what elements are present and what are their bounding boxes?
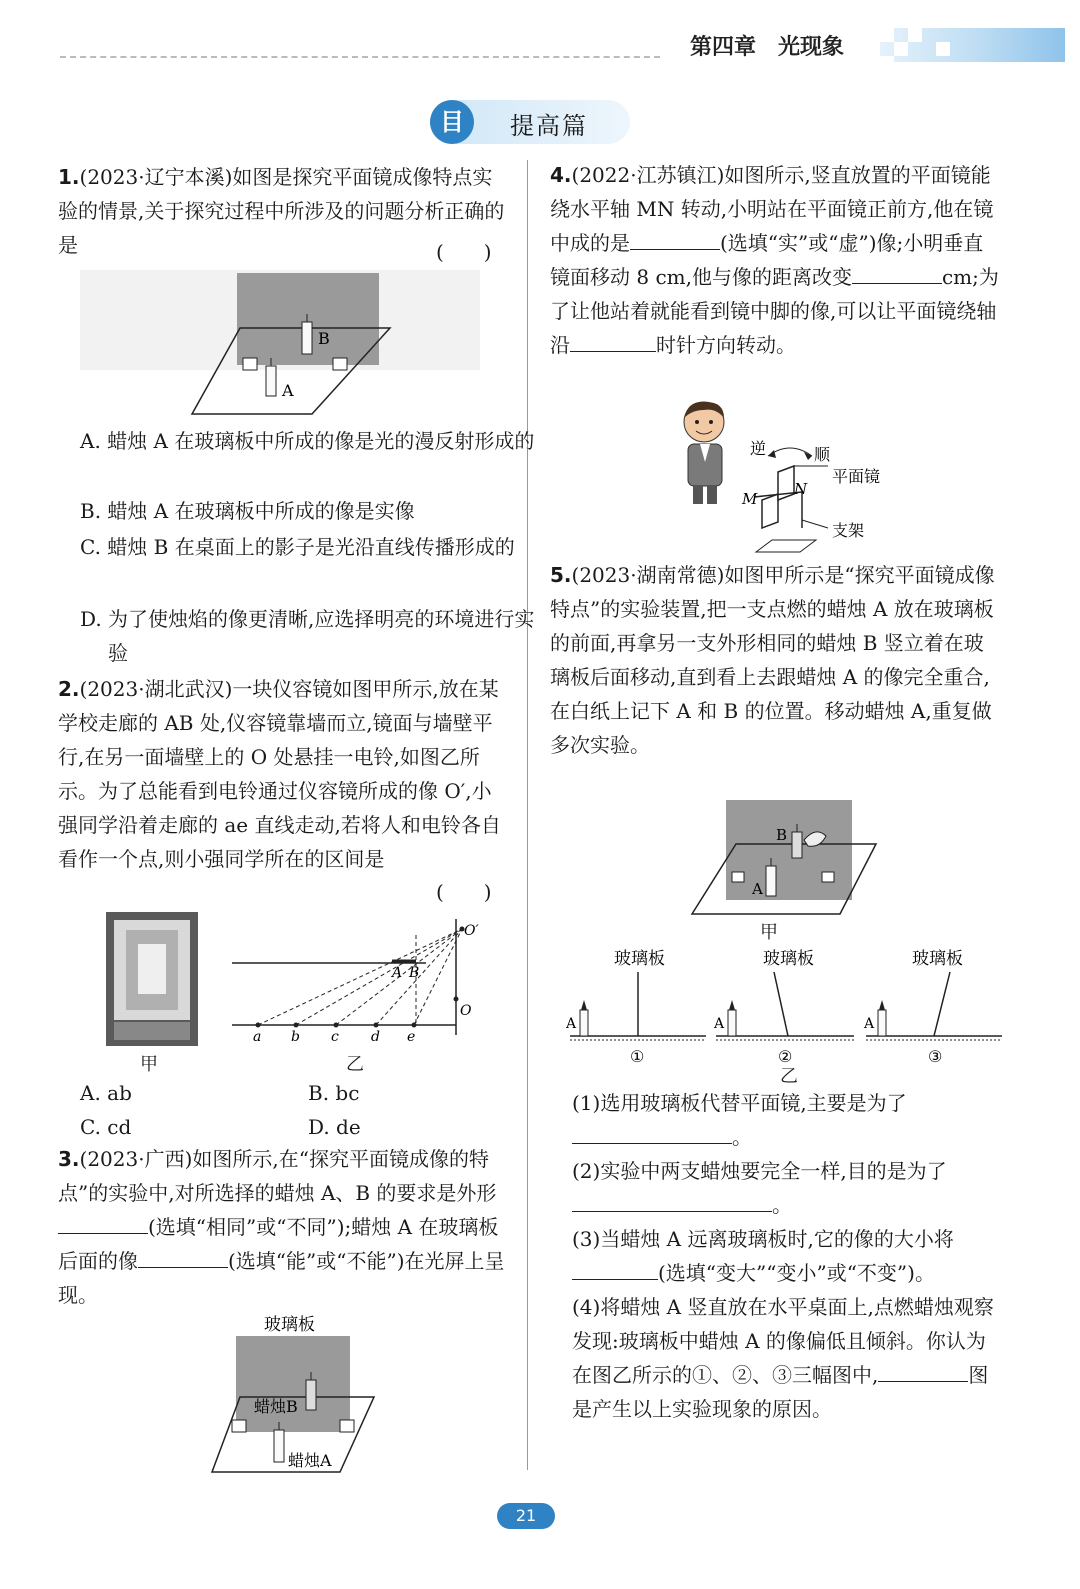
- question-3-figure: [206, 1312, 386, 1477]
- question-2-option-b: B. bc: [308, 1081, 360, 1105]
- q4-label-stand: 支架: [832, 521, 865, 540]
- question-2-caption-yi: 乙: [346, 1054, 364, 1075]
- question-1-option-d: D. 为了使烛焰的像更清晰,应选择明亮的环境进行实验: [80, 607, 535, 665]
- q4-label-mirror: 平面镜: [832, 467, 881, 486]
- question-4-text-4: 时针方向转动。: [656, 333, 796, 357]
- question-3-text-1: (2023·广西)如图所示,在“探究平面镜成像的特点”的实验中,对所选择的蜡烛 A、B 的要求是外形: [58, 1147, 497, 1205]
- question-2-option-d: D. de: [308, 1115, 361, 1139]
- question-2-figure-jia: [104, 910, 200, 1050]
- q2-label-A: A: [392, 965, 403, 981]
- chapter-title: 第四章 光现象: [690, 35, 845, 60]
- header-dashed-rule: [60, 56, 660, 58]
- question-4-blank-3[interactable]: [570, 329, 656, 352]
- q3-label-glass: 玻璃板: [264, 1315, 315, 1335]
- question-3-text-2: (选填“相同”或“不同”);蜡烛 A 在玻璃板后面的像: [58, 1215, 499, 1273]
- q2-point-d: d: [371, 1029, 380, 1045]
- page-number: 21: [497, 1503, 555, 1529]
- question-5-sub-2-end: 。: [772, 1193, 792, 1217]
- question-3-text-3: (选填“能”或“不能”)在光屏上呈现。: [58, 1249, 505, 1307]
- question-5-sub-4-blank[interactable]: [878, 1359, 968, 1382]
- question-5-sub-1-text: (1)选用玻璃板代替平面镜,主要是为了: [572, 1091, 907, 1115]
- question-1-option-c: C. 蜡烛 B 在桌面上的影子是光沿直线传播形成的: [80, 535, 515, 559]
- question-3-number: 3.: [58, 1147, 80, 1171]
- question-2-figure-yi: [226, 915, 506, 1045]
- q5-panel3-num: ③: [928, 1047, 943, 1066]
- question-2-answer-paren: ( ): [436, 880, 492, 904]
- question-5-sub-2: [572, 1154, 1000, 1222]
- question-4-blank-2[interactable]: [852, 261, 942, 284]
- q5-glass-label-2: 玻璃板: [763, 949, 814, 969]
- question-1-answer-paren: ( ): [436, 240, 492, 264]
- q4-label-N: N: [794, 480, 808, 498]
- question-5-number: 5.: [550, 563, 572, 587]
- q1-label-b: B: [318, 329, 330, 348]
- q5-panel2-num: ②: [778, 1047, 793, 1066]
- question-4-text-2: (选填“实”或“虚”)像;小明垂直镜面移动 8 cm,他与像的距离改变: [550, 231, 984, 289]
- question-1-figure: [80, 270, 500, 420]
- column-divider: [527, 160, 528, 1470]
- q4-label-M: M: [742, 490, 758, 508]
- q2-point-a: a: [253, 1029, 262, 1045]
- q5-panel1-A: A: [566, 1016, 577, 1032]
- question-1-text: (2023·辽宁本溪)如图是探究平面镜成像特点实验的情景,关于探究过程中所涉及的问题分析正确的是: [58, 165, 505, 257]
- question-4-number: 4.: [550, 163, 572, 187]
- question-3-blank-1[interactable]: [58, 1211, 148, 1234]
- q2-label-O: O: [460, 1003, 472, 1019]
- question-5-sub-4-text-b: 图是产生以上实验现象的原因。: [572, 1363, 989, 1421]
- q5-panel1-num: ①: [630, 1047, 645, 1066]
- q2-point-c: c: [331, 1029, 339, 1045]
- question-3-blank-2[interactable]: [138, 1245, 228, 1268]
- question-4-text-1: (2022·江苏镇江)如图所示,竖直放置的平面镜能绕水平轴 MN 转动,小明站在平面镜正前方,他在镜中成的是: [550, 163, 994, 255]
- question-5-caption-jia: 甲: [760, 922, 778, 943]
- question-5-sub-2-blank[interactable]: [572, 1189, 772, 1212]
- question-5-sub-3-text-a: (3)当蜡烛 A 远离玻璃板时,它的像的大小将: [572, 1227, 954, 1251]
- question-5-text: (2023·湖南常德)如图甲所示是“探究平面镜成像特点”的实验装置,把一支点燃的蜡烛 A 放在玻璃板的前面,再拿另一支外形相同的蜡烛 B 竖立着在玻璃板后面移动,直到看上去跟蜡烛 A 的像完全重合,在白纸上记下 A 和 B 的位置。移动蜡烛 A,重复做多次实验。: [550, 563, 995, 757]
- question-2-caption-jia: 甲: [140, 1054, 158, 1075]
- q2-label-B: B: [409, 965, 420, 981]
- question-4-text-3: cm;为了让他站着就能看到镜中脚的像,可以让平面镜绕轴沿: [550, 265, 999, 357]
- question-2-number: 2.: [58, 677, 80, 701]
- section-icon: 目: [430, 100, 474, 144]
- question-4-stem: [550, 158, 1000, 362]
- student-illustration: [684, 402, 724, 504]
- q2-label-Oprime: O′: [464, 923, 479, 939]
- question-2-option-a: A. ab: [80, 1081, 132, 1105]
- q1-label-a: A: [282, 381, 294, 400]
- question-5-sub-1-blank[interactable]: [572, 1121, 732, 1144]
- question-5-sub-1: [572, 1086, 1000, 1154]
- q5-glass-label-1: 玻璃板: [614, 949, 665, 969]
- q4-label-shun: 顺: [814, 445, 831, 464]
- question-4-figure: [676, 400, 916, 558]
- question-5-sub-2-text: (2)实验中两支蜡烛要完全一样,目的是为了: [572, 1159, 947, 1183]
- q4-label-ni: 逆: [750, 439, 767, 458]
- q5-glass-label-3: 玻璃板: [912, 949, 963, 969]
- question-5-sub-3-blank[interactable]: [572, 1257, 658, 1280]
- question-5-sub-3: [572, 1222, 1000, 1290]
- question-2-option-c: C. cd: [80, 1115, 132, 1139]
- question-4-blank-1[interactable]: [630, 227, 720, 250]
- question-1-number: 1.: [58, 165, 80, 189]
- question-3-stem: [58, 1142, 506, 1312]
- question-5-sub-3-text-b: (选填“变大”“变小”或“不变”)。: [658, 1261, 935, 1285]
- question-1-option-b: B. 蜡烛 A 在玻璃板中所成的像是实像: [80, 499, 415, 523]
- q3-label-candle-b: 蜡烛B: [254, 1397, 298, 1416]
- question-5-figure-jia: [690, 796, 880, 920]
- q5-panel2-A: A: [714, 1016, 725, 1032]
- q5-label-A: A: [752, 880, 763, 898]
- question-1-option-a: A. 蜡烛 A 在玻璃板中所成的像是光的漫反射形成的: [80, 429, 535, 453]
- q2-point-b: b: [291, 1029, 300, 1045]
- header-decoration: [880, 28, 1065, 62]
- question-5-caption-yi: 乙: [780, 1066, 798, 1087]
- question-5-stem: [550, 558, 1000, 762]
- q5-panel3-A: A: [864, 1016, 875, 1032]
- q2-point-e: e: [407, 1029, 416, 1045]
- q3-label-candle-a: 蜡烛A: [288, 1451, 332, 1470]
- q5-label-B: B: [776, 826, 788, 844]
- question-5-sub-4-text-a: (4)将蜡烛 A 竖直放在水平桌面上,点燃蜡烛观察发现:玻璃板中蜡烛 A 的像偏低且倾斜。你认为在图乙所示的①、②、③三幅图中,: [572, 1295, 994, 1387]
- question-2-text: (2023·湖北武汉)一块仪容镜如图甲所示,放在某学校走廊的 AB 处,仪容镜靠墙而立,镜面与墙壁平行,在另一面墙壁上的 O 处悬挂一电铃,如图乙所示。为了总能看到电铃通过仪容镜所成的像 O′,小强同学沿着走廊的 ae 直线走动,若将人和电铃各自看作一个点,则小强同学所在的区间是: [58, 677, 501, 871]
- question-2-stem: [58, 672, 506, 876]
- question-5-sub-1-end: 。: [732, 1125, 752, 1149]
- question-5-sub-4: [572, 1290, 1000, 1426]
- section-title: 提高篇: [510, 112, 588, 140]
